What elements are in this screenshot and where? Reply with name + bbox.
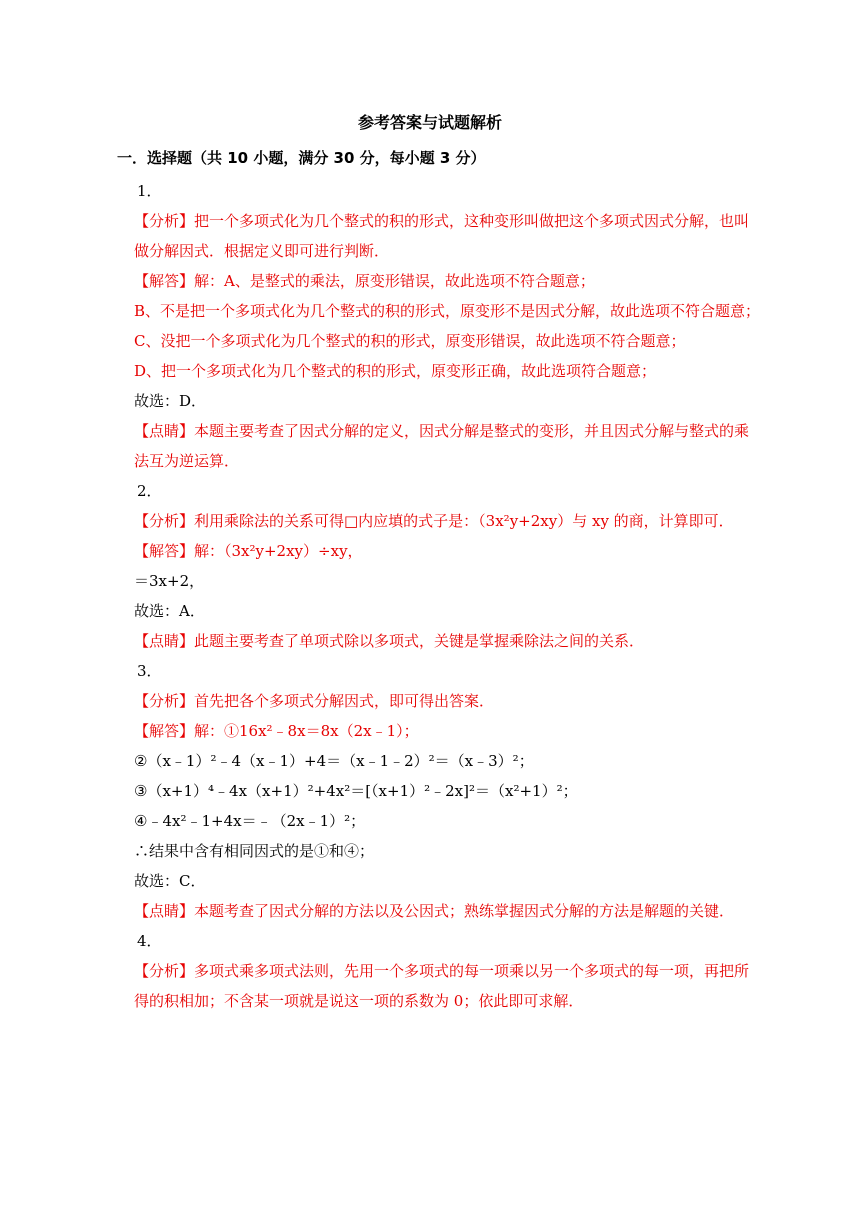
question-number: 4． bbox=[137, 932, 162, 950]
comment-text: 【点睛】本题考查了因式分解的方法以及公因式；熟练掌握因式分解的方法是解题的关键． bbox=[134, 902, 735, 920]
comment-text: 【点睛】此题主要考查了单项式除以多项式，关键是掌握乘除法之间的关系． bbox=[134, 632, 645, 650]
solution-step: ＝3x+2， bbox=[134, 572, 205, 590]
solution-option-c: C、没把一个多项式化为几个整式的积的形式，原变形错误，故此选项不符合题意； bbox=[134, 332, 686, 350]
solution-option-b: B、不是把一个多项式化为几个整式的积的形式，原变形不是因式分解，故此选项不符合题意； bbox=[134, 302, 761, 320]
analysis-text: 【分析】首先把各个多项式分解因式，即可得出答案． bbox=[134, 692, 495, 710]
page-title: 参考答案与试题解析 bbox=[357, 113, 502, 132]
analysis-text: 【分析】利用乘除法的关系可得□内应填的式子是：（3x²y+2xy）与 xy 的商，计算即可． bbox=[134, 512, 734, 530]
solution-step-4: ④﹣4x²﹣1+4x＝﹣（2x﹣1）²； bbox=[134, 812, 366, 830]
question-number: 2． bbox=[137, 482, 162, 500]
choice-text: 故选：C． bbox=[134, 872, 206, 890]
solution-text: 【解答】解：（3x²y+2xy）÷xy， bbox=[134, 542, 363, 560]
analysis-text: 【分析】多项式乘多项式法则，先用一个多项式的每一项乘以另一个多项式的每一项，再把所得的积相加；不含某一项就是说这一项的系数为 0；依此即可求解． bbox=[134, 962, 750, 1010]
solution-step-3: ③（x+1）⁴﹣4x（x+1）²+4x²＝[（x+1）²﹣2x]²＝（x²+1）²； bbox=[134, 782, 578, 800]
question-number: 3． bbox=[137, 662, 162, 680]
solution-conclusion: ∴结果中含有相同因式的是①和④； bbox=[134, 842, 375, 860]
analysis-text: 【分析】把一个多项式化为几个整式的积的形式，这种变形叫做把这个多项式因式分解，也叫做分解因式．根据定义即可进行判断． bbox=[134, 212, 750, 260]
answer-body bbox=[134, 176, 761, 1016]
solution-step-2: ②（x﹣1）²﹣4（x﹣1）+4＝（x﹣1﹣2）²＝（x﹣3）²； bbox=[134, 752, 534, 770]
choice-text: 故选：A． bbox=[134, 602, 205, 620]
solution-option-d: D、把一个多项式化为几个整式的积的形式，原变形正确，故此选项符合题意； bbox=[134, 362, 657, 380]
choice-text: 故选：D． bbox=[134, 392, 207, 410]
solution-step-1: 【解答】解：①16x²﹣8x＝8x（2x﹣1）； bbox=[134, 722, 419, 740]
solution-text: 【解答】解：A、是整式的乘法，原变形错误，故此选项不符合题意； bbox=[134, 272, 595, 290]
question-number: 1． bbox=[137, 182, 162, 200]
comment-text: 【点睛】本题主要考查了因式分解的定义，因式分解是整式的变形，并且因式分解与整式的乘法互为逆运算． bbox=[134, 422, 750, 470]
section-heading: 一．选择题（共 10 小题，满分 30 分，每小题 3 分） bbox=[117, 149, 486, 167]
